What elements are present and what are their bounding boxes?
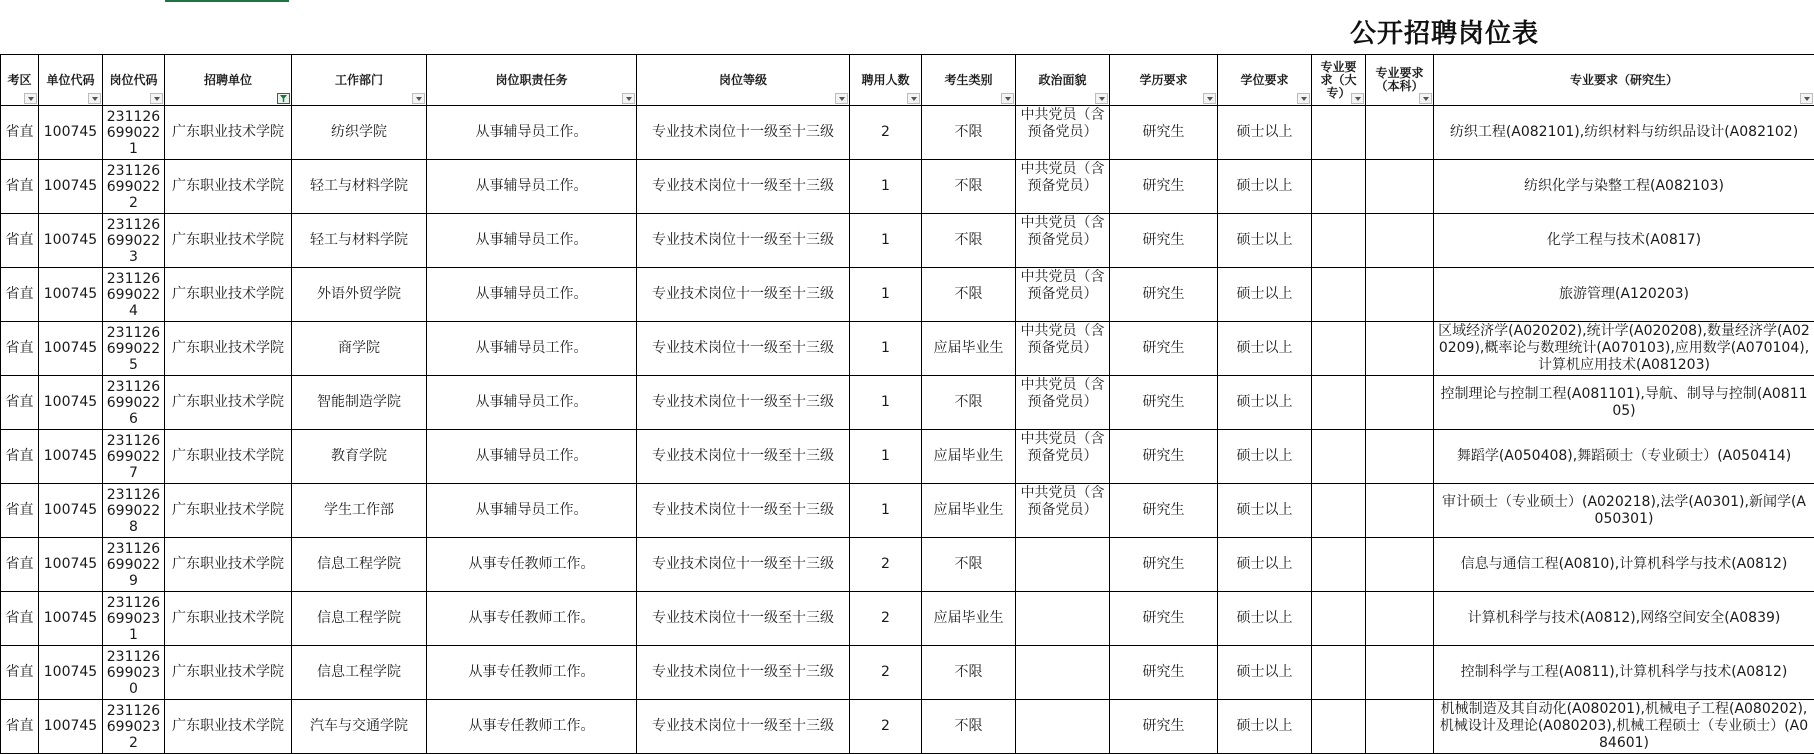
column-header-label: 学位要求 [1240,74,1288,87]
cell-benke[interactable] [1366,592,1434,646]
cell-edu[interactable]: 研究生 [1110,646,1218,700]
political-status-text [1016,538,1109,591]
cell-degree[interactable]: 硕士以上 [1218,430,1312,484]
cell-type[interactable]: 不限 [922,106,1016,160]
cell-dazhuan[interactable] [1312,700,1366,754]
cell-edu[interactable]: 研究生 [1110,430,1218,484]
political-status-text: 中共党员（含预备党员） [1016,322,1109,375]
major-requirement-text: 机械制造及其自动化(A080201),机械电子工程(A080202),机械设计及理论(A080203),机械工程硕士（专业硕士）(A084601) [1434,701,1814,753]
cell-dept[interactable]: 汽车与交通学院 [292,700,427,754]
major-requirement-text: 化学工程与技术(A0817) [1434,215,1814,267]
cell-dept[interactable]: 教育学院 [292,430,427,484]
cell-gwdm[interactable]: 2311266990224 [103,268,165,322]
cell-duty[interactable]: 从事辅导员工作。 [427,376,637,430]
table-row [1,322,1814,376]
column-header-label: 考生类别 [944,74,992,87]
cell-political[interactable] [1016,484,1110,538]
cell-dept[interactable]: 外语外贸学院 [292,268,427,322]
column-header-type[interactable] [922,55,1016,106]
cell-type[interactable]: 不限 [922,538,1016,592]
cell-gwdm[interactable]: 2311266990225 [103,322,165,376]
cell-yjs[interactable] [1434,322,1814,376]
cell-yjs[interactable] [1434,646,1814,700]
cell-benke[interactable] [1366,646,1434,700]
cell-dept[interactable]: 纺织学院 [292,106,427,160]
column-header-gwdm[interactable] [103,55,165,106]
cell-num[interactable]: 2 [850,646,922,700]
cell-duty[interactable]: 从事专任教师工作。 [427,538,637,592]
filter-arrow-icon[interactable] [1351,93,1364,104]
cell-num[interactable]: 1 [850,322,922,376]
recruitment-table [0,54,1814,754]
political-status-text: 中共党员（含预备党员） [1016,106,1109,159]
cell-gwdm[interactable]: 2311266990226 [103,376,165,430]
column-header-political[interactable] [1016,55,1110,106]
cell-edu[interactable]: 研究生 [1110,160,1218,214]
cell-dazhuan[interactable] [1312,160,1366,214]
filter-arrow-icon[interactable] [24,93,37,104]
cell-kaoqu[interactable]: 省直 [1,592,39,646]
cell-gwdm[interactable]: 2311266990227 [103,430,165,484]
cell-dept[interactable]: 商学院 [292,322,427,376]
cell-duty[interactable]: 从事辅导员工作。 [427,322,637,376]
major-requirement-text: 纺织化学与染整工程(A082103) [1434,161,1814,213]
cell-kaoqu[interactable]: 省直 [1,106,39,160]
sheet-title[interactable]: 公开招聘岗位表 [1350,13,1539,50]
table-row [1,214,1814,268]
cell-dept[interactable]: 学生工作部 [292,484,427,538]
cell-edu[interactable]: 研究生 [1110,484,1218,538]
political-status-text: 中共党员（含预备党员） [1016,214,1109,267]
cell-level[interactable]: 专业技术岗位十一级至十三级 [637,430,850,484]
cell-edu[interactable]: 研究生 [1110,592,1218,646]
cell-num[interactable]: 1 [850,430,922,484]
cell-degree[interactable]: 硕士以上 [1218,646,1312,700]
cell-edu[interactable]: 研究生 [1110,322,1218,376]
cell-political[interactable] [1016,160,1110,214]
cell-degree[interactable]: 硕士以上 [1218,268,1312,322]
cell-dept[interactable]: 智能制造学院 [292,376,427,430]
major-requirement-text: 区域经济学(A020202),统计学(A020208),数量经济学(A020209),概率论与数理统计(A070103),应用数学(A070104),计算机应用技术(A081203) [1434,323,1814,375]
cell-degree[interactable]: 硕士以上 [1218,322,1312,376]
political-status-text [1016,592,1109,645]
cell-type[interactable]: 不限 [922,214,1016,268]
cell-benke[interactable] [1366,160,1434,214]
cell-degree[interactable]: 硕士以上 [1218,700,1312,754]
cell-unit[interactable]: 广东职业技术学院 [165,268,292,322]
column-header-label: 考区 [7,74,31,87]
cell-kaoqu[interactable]: 省直 [1,700,39,754]
column-header-label: 岗位代码 [109,74,157,87]
cell-duty[interactable]: 从事专任教师工作。 [427,646,637,700]
filter-arrow-icon[interactable] [622,93,635,104]
cell-political[interactable] [1016,700,1110,754]
cell-gwdm[interactable]: 2311266990221 [103,106,165,160]
column-header-label: 政治面貌 [1038,74,1086,87]
cell-yjs[interactable] [1434,376,1814,430]
filter-arrow-icon[interactable] [1800,93,1813,104]
cell-duty[interactable]: 从事辅导员工作。 [427,268,637,322]
column-header-label: 工作部门 [335,74,383,87]
cell-level[interactable]: 专业技术岗位十一级至十三级 [637,700,850,754]
cell-level[interactable]: 专业技术岗位十一级至十三级 [637,268,850,322]
table-row [1,268,1814,322]
political-status-text: 中共党员（含预备党员） [1016,268,1109,321]
cell-benke[interactable] [1366,376,1434,430]
cell-duty[interactable]: 从事辅导员工作。 [427,430,637,484]
column-header-label: 专业要求（本科） [1374,67,1426,93]
cell-type[interactable]: 应届毕业生 [922,592,1016,646]
header-row [1,55,1814,106]
cell-dazhuan[interactable] [1312,430,1366,484]
cell-gwdm[interactable]: 2311266990223 [103,214,165,268]
cell-unit[interactable]: 广东职业技术学院 [165,592,292,646]
cell-edu[interactable]: 研究生 [1110,700,1218,754]
column-header-dazhuan[interactable] [1312,55,1366,106]
cell-political[interactable] [1016,646,1110,700]
cell-degree[interactable]: 硕士以上 [1218,538,1312,592]
cell-edu[interactable]: 研究生 [1110,214,1218,268]
table-row [1,160,1814,214]
cell-duty[interactable]: 从事辅导员工作。 [427,160,637,214]
cell-num[interactable]: 2 [850,106,922,160]
cell-unit[interactable]: 广东职业技术学院 [165,322,292,376]
cell-unit[interactable]: 广东职业技术学院 [165,484,292,538]
cell-type[interactable]: 应届毕业生 [922,430,1016,484]
cell-unit[interactable]: 广东职业技术学院 [165,430,292,484]
cell-dazhuan[interactable] [1312,214,1366,268]
major-requirement-text: 旅游管理(A120203) [1434,269,1814,321]
cell-unit[interactable]: 广东职业技术学院 [165,646,292,700]
cell-unit[interactable]: 广东职业技术学院 [165,538,292,592]
cell-kaoqu[interactable]: 省直 [1,484,39,538]
cell-political[interactable] [1016,430,1110,484]
column-header-label: 聘用人数 [861,74,909,87]
column-header-label: 单位代码 [46,74,94,87]
cell-edu[interactable]: 研究生 [1110,268,1218,322]
cell-duty[interactable]: 从事专任教师工作。 [427,700,637,754]
cell-dwdm[interactable]: 100745 [39,160,103,214]
cell-num[interactable]: 1 [850,484,922,538]
table-row [1,376,1814,430]
cell-num[interactable]: 2 [850,538,922,592]
filter-arrow-icon[interactable] [88,93,101,104]
table-row [1,484,1814,538]
political-status-text [1016,700,1109,753]
cell-kaoqu[interactable]: 省直 [1,538,39,592]
cell-yjs[interactable] [1434,592,1814,646]
column-header-yjs[interactable] [1434,55,1814,106]
cell-dazhuan[interactable] [1312,268,1366,322]
cell-unit[interactable]: 广东职业技术学院 [165,376,292,430]
filter-arrow-icon[interactable] [1095,93,1108,104]
cell-dwdm[interactable]: 100745 [39,214,103,268]
cell-degree[interactable]: 硕士以上 [1218,214,1312,268]
cell-level[interactable]: 专业技术岗位十一级至十三级 [637,538,850,592]
cell-yjs[interactable] [1434,106,1814,160]
cell-kaoqu[interactable]: 省直 [1,322,39,376]
title-row [0,4,1814,54]
filter-active-icon[interactable] [277,93,290,104]
cell-edu[interactable]: 研究生 [1110,106,1218,160]
cell-political[interactable] [1016,268,1110,322]
cell-duty[interactable]: 从事辅导员工作。 [427,214,637,268]
column-header-num[interactable] [850,55,922,106]
cell-level[interactable]: 专业技术岗位十一级至十三级 [637,322,850,376]
column-header-kaoqu[interactable] [1,55,39,106]
cell-dazhuan[interactable] [1312,484,1366,538]
cell-num[interactable]: 1 [850,214,922,268]
table-row [1,106,1814,160]
cell-unit[interactable]: 广东职业技术学院 [165,106,292,160]
cell-dazhuan[interactable] [1312,538,1366,592]
filter-arrow-icon[interactable] [1419,93,1432,104]
cell-political[interactable] [1016,322,1110,376]
cell-kaoqu[interactable]: 省直 [1,430,39,484]
filter-arrow-icon[interactable] [835,93,848,104]
column-header-benke[interactable] [1366,55,1434,106]
cell-num[interactable]: 1 [850,160,922,214]
cell-yjs[interactable] [1434,268,1814,322]
cell-duty[interactable]: 从事辅导员工作。 [427,106,637,160]
cell-dwdm[interactable]: 100745 [39,484,103,538]
major-requirement-text: 信息与通信工程(A0810),计算机科学与技术(A0812) [1434,539,1814,591]
cell-dept[interactable]: 轻工与材料学院 [292,160,427,214]
cell-type[interactable]: 应届毕业生 [922,322,1016,376]
political-status-text [1016,646,1109,699]
cell-benke[interactable] [1366,484,1434,538]
column-header-label: 专业要求（研究生） [1570,74,1678,87]
cell-type[interactable]: 不限 [922,376,1016,430]
table-row [1,646,1814,700]
column-header-label: 专业要求（大专） [1317,61,1361,100]
cell-dwdm[interactable]: 100745 [39,268,103,322]
cell-kaoqu[interactable]: 省直 [1,160,39,214]
cell-yjs[interactable] [1434,700,1814,754]
cell-level[interactable]: 专业技术岗位十一级至十三级 [637,592,850,646]
cell-type[interactable]: 应届毕业生 [922,484,1016,538]
column-header-level[interactable] [637,55,850,106]
cell-num[interactable]: 2 [850,592,922,646]
cell-num[interactable]: 2 [850,700,922,754]
selected-column-indicator [165,0,289,2]
cell-degree[interactable]: 硕士以上 [1218,592,1312,646]
column-header-dwdm[interactable] [39,55,103,106]
major-requirement-text: 审计硕士（专业硕士）(A020218),法学(A0301),新闻学(A050301) [1434,485,1814,537]
cell-unit[interactable]: 广东职业技术学院 [165,160,292,214]
cell-level[interactable]: 专业技术岗位十一级至十三级 [637,214,850,268]
cell-dwdm[interactable]: 100745 [39,646,103,700]
cell-gwdm[interactable]: 2311266990222 [103,160,165,214]
filter-arrow-icon[interactable] [150,93,163,104]
cell-dept[interactable]: 信息工程学院 [292,538,427,592]
cell-political[interactable] [1016,538,1110,592]
cell-yjs[interactable] [1434,214,1814,268]
cell-dwdm[interactable]: 100745 [39,322,103,376]
cell-dept[interactable]: 信息工程学院 [292,646,427,700]
cell-yjs[interactable] [1434,160,1814,214]
cell-degree[interactable]: 硕士以上 [1218,484,1312,538]
cell-yjs[interactable] [1434,538,1814,592]
cell-benke[interactable] [1366,106,1434,160]
cell-dazhuan[interactable] [1312,376,1366,430]
table-row [1,538,1814,592]
cell-yjs[interactable] [1434,484,1814,538]
column-header-edu[interactable] [1110,55,1218,106]
cell-edu[interactable]: 研究生 [1110,376,1218,430]
cell-benke[interactable] [1366,214,1434,268]
column-header-dept[interactable] [292,55,427,106]
column-header-duty[interactable] [427,55,637,106]
cell-degree[interactable]: 硕士以上 [1218,376,1312,430]
cell-level[interactable]: 专业技术岗位十一级至十三级 [637,646,850,700]
cell-dwdm[interactable]: 100745 [39,106,103,160]
cell-unit[interactable]: 广东职业技术学院 [165,700,292,754]
filter-arrow-icon[interactable] [1203,93,1216,104]
political-status-text: 中共党员（含预备党员） [1016,160,1109,213]
cell-edu[interactable]: 研究生 [1110,538,1218,592]
cell-yjs[interactable] [1434,430,1814,484]
cell-num[interactable]: 1 [850,376,922,430]
cell-benke[interactable] [1366,430,1434,484]
cell-benke[interactable] [1366,322,1434,376]
column-header-degree[interactable] [1218,55,1312,106]
major-requirement-text: 控制科学与工程(A0811),计算机科学与技术(A0812) [1434,647,1814,699]
cell-benke[interactable] [1366,700,1434,754]
column-header-label: 岗位职责任务 [495,74,567,87]
cell-kaoqu[interactable]: 省直 [1,646,39,700]
cell-political[interactable] [1016,376,1110,430]
major-requirement-text: 舞蹈学(A050408),舞蹈硕士（专业硕士）(A050414) [1434,431,1814,483]
cell-kaoqu[interactable]: 省直 [1,214,39,268]
cell-type[interactable]: 不限 [922,160,1016,214]
table-row [1,430,1814,484]
cell-dwdm[interactable]: 100745 [39,430,103,484]
cell-gwdm[interactable]: 2311266990230 [103,646,165,700]
table-row [1,592,1814,646]
filter-arrow-icon[interactable] [1001,93,1014,104]
cell-level[interactable]: 专业技术岗位十一级至十三级 [637,484,850,538]
cell-gwdm[interactable]: 2311266990228 [103,484,165,538]
column-header-label: 招聘单位 [204,74,252,87]
cell-gwdm[interactable]: 2311266990232 [103,700,165,754]
cell-dazhuan[interactable] [1312,322,1366,376]
political-status-text: 中共党员（含预备党员） [1016,484,1109,537]
major-requirement-text: 控制理论与控制工程(A081101),导航、制导与控制(A081105) [1434,377,1814,429]
cell-type[interactable]: 不限 [922,646,1016,700]
cell-level[interactable]: 专业技术岗位十一级至十三级 [637,160,850,214]
cell-dwdm[interactable]: 100745 [39,376,103,430]
cell-dazhuan[interactable] [1312,592,1366,646]
cell-num[interactable]: 1 [850,268,922,322]
cell-gwdm[interactable]: 2311266990229 [103,538,165,592]
cell-type[interactable]: 不限 [922,700,1016,754]
cell-political[interactable] [1016,592,1110,646]
cell-dept[interactable]: 信息工程学院 [292,592,427,646]
cell-duty[interactable]: 从事专任教师工作。 [427,592,637,646]
cell-type[interactable]: 不限 [922,268,1016,322]
cell-benke[interactable] [1366,538,1434,592]
cell-kaoqu[interactable]: 省直 [1,268,39,322]
filter-arrow-icon[interactable] [1297,93,1310,104]
cell-dazhuan[interactable] [1312,106,1366,160]
cell-dazhuan[interactable] [1312,646,1366,700]
major-requirement-text: 纺织工程(A082101),纺织材料与纺织品设计(A082102) [1434,107,1814,159]
filter-arrow-icon[interactable] [907,93,920,104]
political-status-text: 中共党员（含预备党员） [1016,376,1109,429]
cell-dwdm[interactable]: 100745 [39,592,103,646]
table-row [1,700,1814,754]
cell-degree[interactable]: 硕士以上 [1218,160,1312,214]
cell-unit[interactable]: 广东职业技术学院 [165,214,292,268]
cell-duty[interactable]: 从事辅导员工作。 [427,484,637,538]
cell-political[interactable] [1016,106,1110,160]
cell-dwdm[interactable]: 100745 [39,538,103,592]
political-status-text: 中共党员（含预备党员） [1016,430,1109,483]
cell-dept[interactable]: 轻工与材料学院 [292,214,427,268]
cell-level[interactable]: 专业技术岗位十一级至十三级 [637,376,850,430]
cell-gwdm[interactable]: 2311266990231 [103,592,165,646]
column-header-label: 学历要求 [1139,74,1187,87]
cell-dwdm[interactable]: 100745 [39,700,103,754]
cell-benke[interactable] [1366,268,1434,322]
filter-arrow-icon[interactable] [412,93,425,104]
column-header-unit[interactable] [165,55,292,106]
cell-level[interactable]: 专业技术岗位十一级至十三级 [637,106,850,160]
cell-kaoqu[interactable]: 省直 [1,376,39,430]
column-header-label: 岗位等级 [719,74,767,87]
cell-political[interactable] [1016,214,1110,268]
major-requirement-text: 计算机科学与技术(A0812),网络空间安全(A0839) [1434,593,1814,645]
cell-degree[interactable]: 硕士以上 [1218,106,1312,160]
